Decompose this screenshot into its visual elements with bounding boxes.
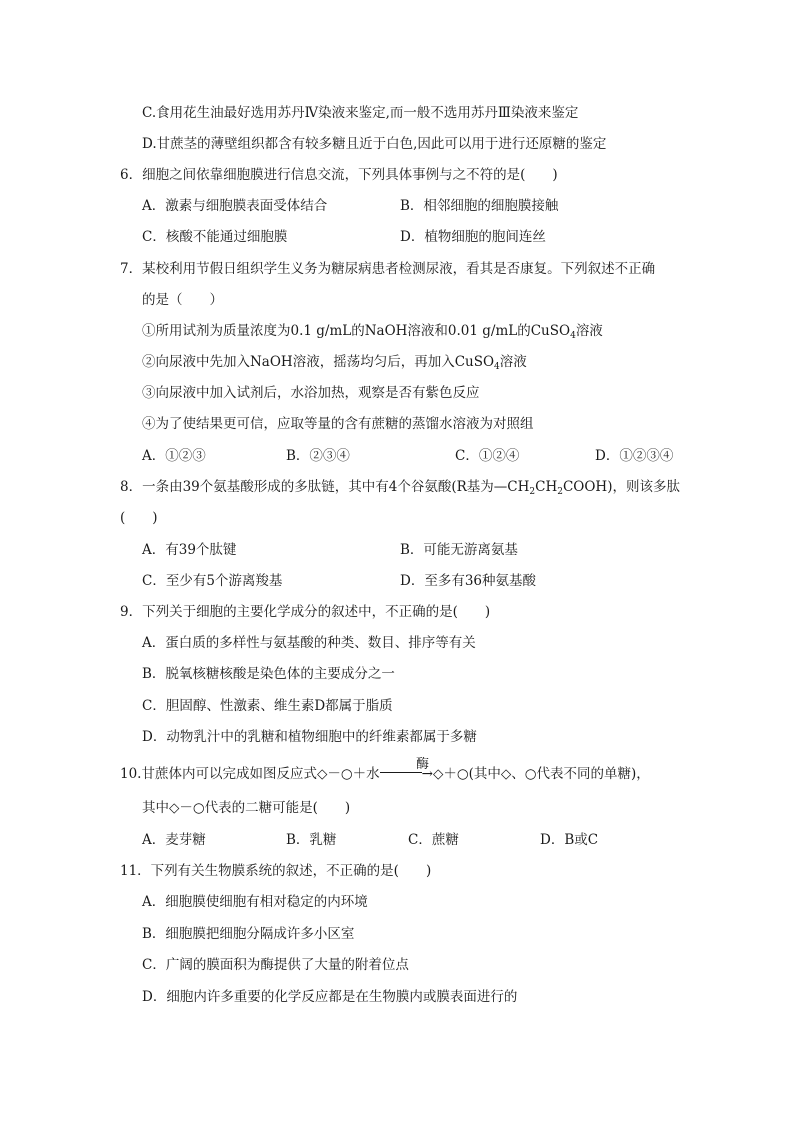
q7-option-c: C．①②④ [455, 448, 520, 464]
q5-option-c: C.食用花生油最好选用苏丹Ⅳ染液来鉴定,而一般不选用苏丹Ⅲ染液来鉴定 [142, 105, 579, 121]
q7-option-b: B．②③④ [286, 448, 350, 464]
q7-option-a: A．①②③ [142, 448, 206, 464]
q10-option-a: A．麦芽糖 [142, 832, 206, 848]
q9-option-d: D．动物乳汁中的乳糖和植物细胞中的纤维素都属于多糖 [142, 729, 477, 745]
q10-stem-line2: 其中◇－○代表的二糖可能是( ) [142, 800, 351, 816]
enzyme-label: 酶 [416, 757, 430, 772]
q7-statement-1: ①所用试剂为质量浓度为0.1 g/mL的NaOH溶液和0.01 g/mL的CuSO$_4$溶液 [142, 323, 603, 341]
q7-statement-4: ④为了使结果更可信，应取等量的含有蔗糖的蒸馏水溶液为对照组 [142, 416, 534, 432]
q11-option-d: D．细胞内许多重要的化学反应都是在生物膜内或膜表面进行的 [142, 989, 518, 1005]
q7-option-d: D．①②③④ [595, 448, 674, 464]
q11-option-b: B．细胞膜把细胞分隔成许多小区室 [142, 926, 355, 942]
q11-option-c: C．广阔的膜面积为酶提供了大量的附着位点 [142, 957, 409, 973]
q7-stem-line2: 的是（ ） [142, 292, 223, 308]
q9-option-c: C．胆固醇、性激素、维生素D都属于脂质 [142, 698, 393, 714]
q8-option-a: A．有39个肽键 [142, 542, 237, 558]
q8-stem-line2: ( ) [120, 510, 158, 526]
q6-option-c: C．核酸不能通过细胞膜 [142, 229, 288, 245]
q6-option-b: B．相邻细胞的细胞膜接触 [400, 198, 559, 214]
q6-option-a: A．激素与细胞膜表面受体结合 [142, 198, 328, 214]
q9-option-b: B．脱氧核糖核酸是染色体的主要成分之一 [142, 666, 395, 682]
q7-stem-line1: 7．某校利用节假日组织学生义务为糖尿病患者检测尿液，看其是否康复。下列叙述不正确 [120, 261, 656, 277]
q10-option-b: B．乳糖 [286, 832, 337, 848]
q5-option-d: D.甘蔗茎的薄壁组织都含有较多糖且近于白色,因此可以用于进行还原糖的鉴定 [142, 136, 607, 152]
q6-stem: 6．细胞之间依靠细胞膜进行信息交流，下列具体事例与之不符的是( ) [120, 167, 558, 183]
q10-option-c: C．蔗糖 [408, 832, 459, 848]
q7-statement-2: ②向尿液中先加入NaOH溶液，摇荡均匀后，再加入CuSO$_4$溶液 [142, 354, 527, 372]
q7-statement-3: ③向尿液中加入试剂后，水浴加热，观察是否有紫色反应 [142, 385, 480, 401]
q10-option-d: D．B或C [540, 832, 599, 848]
q10-stem-line1: 10.甘蔗体内可以完成如图反应式◇－○＋水 →◇＋○(其中◇、○代表不同的单糖)， [120, 766, 650, 782]
q9-stem: 9．下列关于细胞的主要化学成分的叙述中，不正确的是( ) [120, 604, 491, 620]
q9-option-a: A．蛋白质的多样性与氨基酸的种类、数目、排序等有关 [142, 635, 476, 651]
reaction-arrow-shaft [380, 772, 422, 773]
q11-option-a: A．细胞膜使细胞有相对稳定的内环境 [142, 894, 368, 910]
q8-option-d: D．至多有36种氨基酸 [400, 573, 537, 589]
q6-option-d: D．植物细胞的胞间连丝 [400, 229, 546, 245]
q11-stem: 11．下列有关生物膜系统的叙述，不正确的是( ) [120, 863, 432, 879]
q8-stem-line1: 8．一条由39个氨基酸形成的多肽链，其中有4个谷氨酸(R基为$—CH_2CH_2COOH$)，则该多肽 [120, 479, 680, 497]
q8-option-c: C．至少有5个游离羧基 [142, 573, 283, 589]
q8-option-b: B．可能无游离氨基 [400, 542, 518, 558]
